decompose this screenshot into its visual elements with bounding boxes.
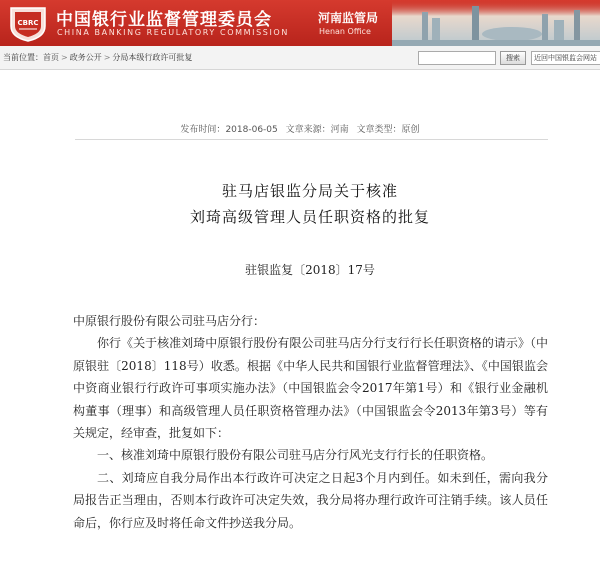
addressee: 中原银行股份有限公司驻马店分行： bbox=[73, 314, 266, 328]
site-banner bbox=[0, 0, 600, 46]
document-number: 驻银监复〔2018〕17号 bbox=[245, 263, 375, 277]
article-title-line2: 刘琦高级管理人员任职资格的批复 bbox=[189, 208, 430, 226]
office-name-en: Henan Office bbox=[319, 27, 371, 36]
breadcrumb-prefix: 当前位置： bbox=[3, 53, 43, 62]
breadcrumb-separator: > bbox=[61, 53, 68, 62]
publish-date: 2018-06-05 bbox=[225, 125, 278, 135]
breadcrumb-license-replies-link[interactable]: 分局本级行政许可批复 bbox=[112, 53, 193, 62]
body-paragraph: 一、核准刘琦中原银行股份有限公司驻马店分行风光支行行长的任职资格。 bbox=[97, 448, 494, 463]
site-title-en: CHINA BANKING REGULATORY COMMISSION bbox=[57, 28, 289, 37]
article-title-line1: 驻马店银监分局关于核准 bbox=[221, 182, 398, 200]
office-name-cn: 河南监管局 bbox=[318, 11, 379, 25]
source-value: 河南 bbox=[330, 125, 349, 135]
body-paragraph: 二、刘琦应自我分局作出本行政许可决定之日起3个月内到任。如未到任，需向我分局报告正当理由，否则本行政许可决定失效，我分局将办理行政许可注销手续。该人员任命后，你行应及时将任命文件抄送我分局。 bbox=[73, 470, 548, 530]
svg-text:CBRC: CBRC bbox=[17, 19, 39, 27]
publish-label: 发布时间： bbox=[180, 125, 226, 135]
breadcrumb-home-link[interactable]: 首页 bbox=[43, 53, 59, 62]
type-value: 原创 bbox=[401, 125, 420, 135]
meta-divider bbox=[75, 139, 548, 140]
breadcrumb-bar bbox=[0, 46, 600, 70]
body-paragraph: 你行《关于核准刘琦中原银行股份有限公司驻马店分行支行行长任职资格的请示》（中原银驻〔2018〕118号）收悉。根据《中华人民共和国银行业监督管理法》、《中国银监会中资商业银行行政许可事项实施办法》（中国银监会令2017年第1号）和《银行业金融机构董事（理事）和高级管理人员任职资格管理办法》（中国银监会令2013年第3号）等有关规定，经审查，批复如下： bbox=[73, 336, 548, 441]
site-select-dropdown[interactable]: 近回中国银监会网站 bbox=[531, 51, 600, 65]
site-title-cn: 中国银行业监督管理委员会 bbox=[56, 10, 272, 30]
search-button[interactable]: 搜索 bbox=[500, 51, 526, 65]
article-meta bbox=[0, 122, 600, 135]
breadcrumb-separator: > bbox=[103, 53, 111, 62]
cbrc-emblem-icon bbox=[6, 4, 50, 42]
type-label: 文章类型： bbox=[356, 125, 402, 135]
article-body bbox=[73, 310, 548, 534]
city-skyline-image bbox=[392, 0, 600, 46]
breadcrumb-gov-affairs-link[interactable]: 政务公开 bbox=[69, 53, 102, 62]
breadcrumb bbox=[3, 52, 192, 63]
source-label: 文章来源： bbox=[285, 125, 331, 135]
search-input[interactable] bbox=[418, 51, 496, 65]
